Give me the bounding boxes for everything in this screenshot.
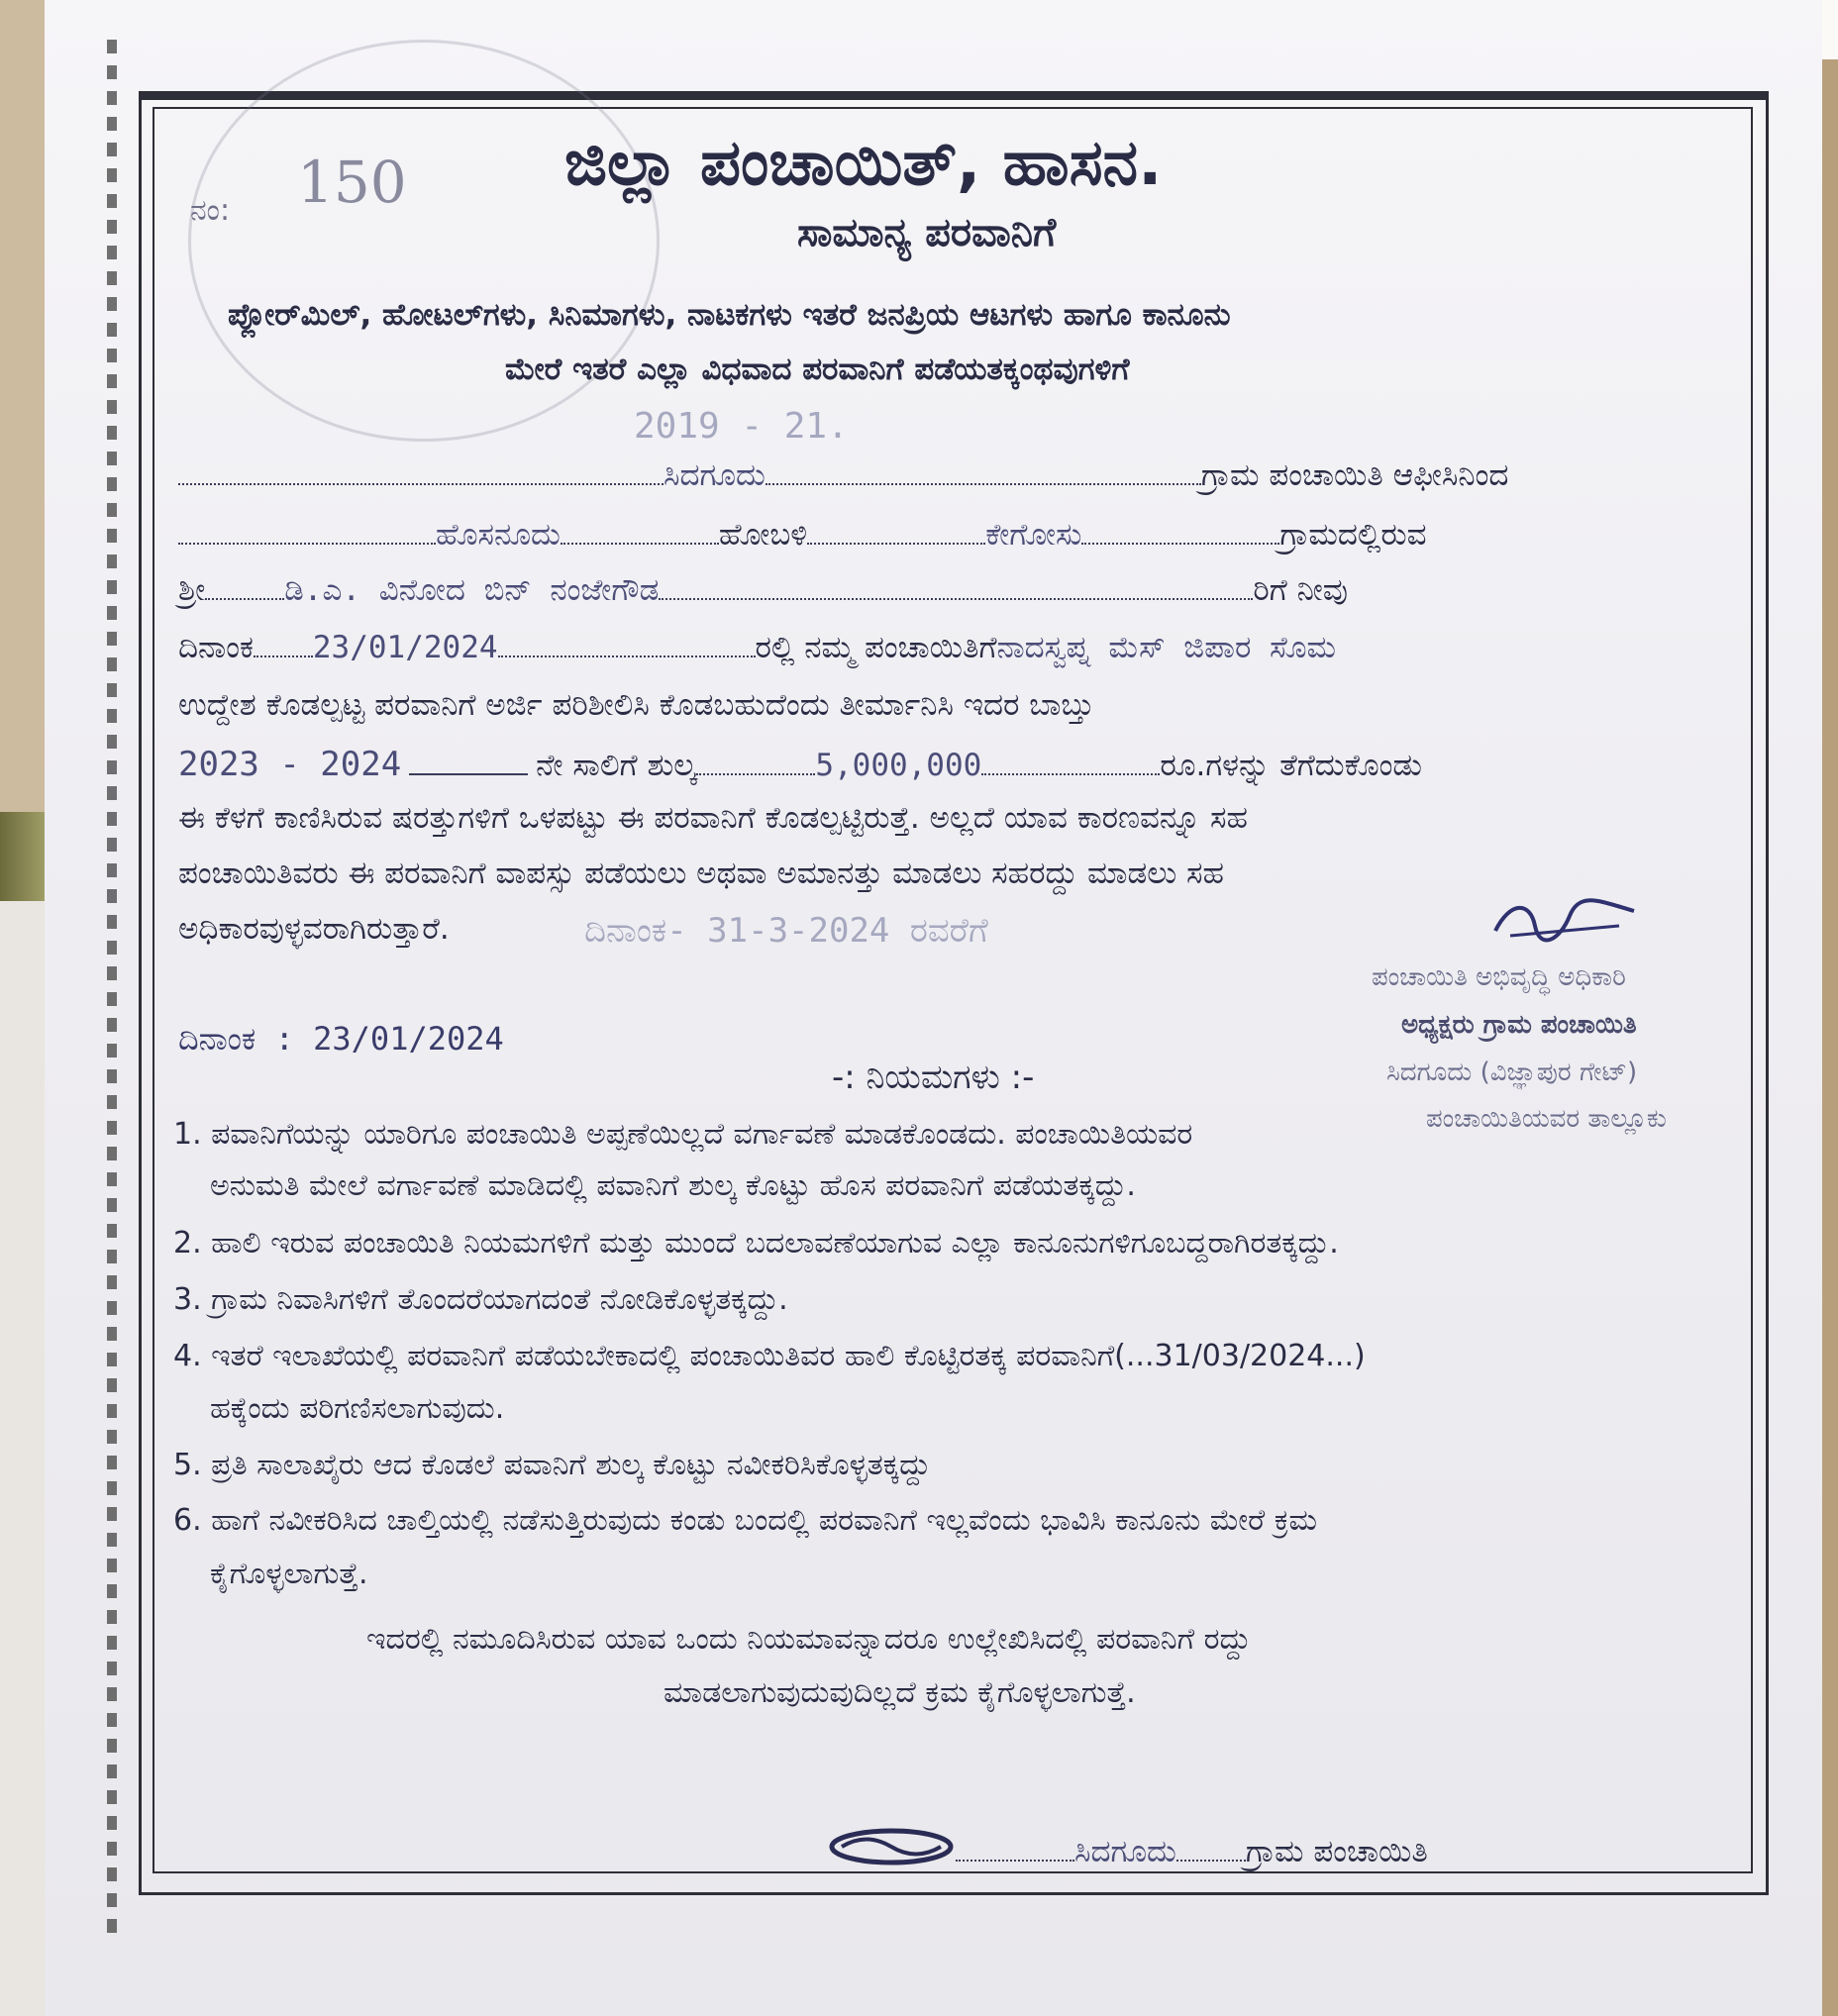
village-fill: ಕೇಗೋಸು (985, 517, 1082, 553)
shri-label: ಶ್ರೀ (178, 572, 206, 608)
body-line-2-suffix: ಗ್ರಾಮದಲ್ಲಿರುವ (1279, 517, 1427, 553)
body-line-7: ಈ ಕೆಳಗೆ ಕಾಣಿಸಿರುವ ಷರತ್ತುಗಳಿಗೆ ಒಳಪಟ್ಟು ಈ ಪರವಾನಿಗೆ ಕೊಡಲ್ಪಟ್ಟಿರುತ್ತೆ. ಅಲ್ಲದೆ ಯಾವ ಕಾರಣವನ್ನೂ ಸಹ (178, 800, 1248, 836)
license-year-fill: 2023 - 2024 (178, 745, 402, 784)
rule-4-line-1: 4. ಇತರೆ ಇಲಾಖೆಯಲ್ಲಿ ಪರವಾನಿಗೆ ಪಡೆಯಬೇಕಾದಲ್ಲಿ ಪಂಚಾಯಿತಿವರ ಹಾಲಿ ಕೊಟ್ಟಿರತಕ್ಕ ಪರವಾನಿಗೆ(...31/03/2024...) (173, 1339, 1366, 1373)
rule-5-line-1: 5. ಪ್ರತಿ ಸಾಲಾಖೈರು ಆದ ಕೊಡಲೆ ಪವಾನಿಗೆ ಶುಲ್ಕ ಕೊಟ್ಟು ನವೀಕರಿಸಿಕೊಳ್ಳತಕ್ಕದ್ದು (173, 1448, 931, 1482)
rule-6-number: 6. (173, 1503, 202, 1538)
page-title: ಜಿಲ್ಲಾ ಪಂಚಾಯಿತ್, ಹಾಸನ. (564, 127, 1163, 200)
serial-label: ನಂ: (190, 193, 231, 228)
rule-1-number: 1. (173, 1117, 202, 1152)
signatory-line-2: ಅಧ್ಯಕ್ಷರು ಗ್ರಾಮ ಪಂಚಾಯಿತಿ (1401, 1010, 1637, 1040)
rule-6-line-2: ಕೈಗೊಳ್ಳಲಾಗುತ್ತೆ. (210, 1557, 368, 1591)
body-line-3-suffix: ರಿಗೆ ನೀವು (1253, 572, 1349, 608)
closing-line-2: ಮಾಡಲಾಗುವುದುವುದಿಲ್ಲದೆ ಕ್ರಮ ಕೈಗೊಳ್ಳಲಾಗುತ್ತೆ. (664, 1675, 1136, 1710)
rule-3-line-1: 3. ಗ್ರಾಮ ನಿವಾಸಿಗಳಿಗೆ ತೊಂದರೆಯಾಗದಂತೆ ನೋಡಿಕೊಳ್ಳತಕ್ಕದ್ದು. (173, 1282, 788, 1317)
closing-line-1: ಇದರಲ್ಲಿ ನಮೂದಿಸಿರುವ ಯಾವ ಒಂದು ನಿಯಮಾವನ್ನಾದರೂ ಉಲ್ಲೇಖಿಸಿದಲ್ಲಿ ಪರವಾನಿಗೆ ರದ್ದು (366, 1622, 1252, 1657)
signatory-line-3: ಸಿದಗೂದು (ವಿಜ್ಞಾಪುರ ಗೇಟ್) (1386, 1058, 1638, 1087)
rule-2-number: 2. (173, 1226, 202, 1260)
issue-date: ದಿನಾಂಕ : 23/01/2024 (178, 1020, 504, 1058)
body-line-1 (178, 457, 1508, 494)
perforation-edge (107, 40, 117, 1941)
signatory-line-1: ಪಂಚಾಯಿತಿ ಅಭಿವೃದ್ಧಿ ಅಧಿಕಾರಿ (1372, 962, 1626, 992)
rules-heading: -: ನಿಯಮಗಳು :- (832, 1058, 1035, 1097)
rule-4-line-2: ಹಕ್ಕೆಂದು ಪರಿಗಣಿಸಲಾಗುವುದು. (210, 1391, 505, 1426)
footer-gram-fill: ಸಿದಗೂದು (1074, 1834, 1176, 1869)
hobli-label: ಹೋಬಳಿ (718, 517, 808, 553)
intro-line-1: ಪ್ಲೋರ್‌ಮಿಲ್, ಹೋಟಲ್‌ಗಳು, ಸಿನಿಮಾಗಳು, ನಾಟಕಗಳು ಇತರೆ ಜನಪ್ರಿಯ ಆಟಗಳು ಹಾಗೂ ಕಾನೂನು (228, 297, 1231, 333)
fee-amount-fill: 5,000,000 (815, 748, 982, 783)
officer-signature (1490, 896, 1639, 946)
body-line-6-mid: ನೇ ಸಾಲಿಗೆ ಶುಲ್ಕ (536, 748, 697, 783)
body-line-5: ಉದ್ದೇಶ ಕೊಡಲ್ಪಟ್ಟ ಪರವಾನಿಗೆ ಅರ್ಜಿ ಪರಿಶೀಲಿಸಿ ಕೊಡಬಹುದೆಂದು ತೀರ್ಮಾನಿಸಿ ಇದರ ಬಾಬ್ತು (178, 687, 1094, 723)
footer-line (956, 1834, 1428, 1870)
taluk-fill: ಹೊಸನೂದು (436, 517, 561, 553)
body-line-6 (178, 745, 1422, 784)
pencil-year-note: 2019 - 21. (634, 406, 849, 447)
body-line-3 (178, 572, 1348, 609)
body-line-2 (178, 517, 1427, 554)
page-subtitle: ಸಾಮಾನ್ಯ ಪರವಾನಿಗೆ (797, 210, 1057, 255)
body-line-4-mid: ರಲ್ಲಿ ನಮ್ಮ ಪಂಚಾಯಿತಿಗೆ (755, 630, 997, 665)
body-line-1-suffix: ಗ್ರಾಮ ಪಂಚಾಯಿತಿ ಆಫೀಸಿನಿಂದ (1200, 457, 1509, 493)
rule-6-line-1: 6. ಹಾಗೆ ನವೀಕರಿಸಿದ ಚಾಲ್ತಿಯಲ್ಲಿ ನಡೆಸುತ್ತಿರುವುದು ಕಂಡು ಬಂದಲ್ಲಿ ಪರವಾನಿಗೆ ಇಲ್ಲವೆಂದು ಭಾವಿಸಿ ಕಾನೂನು ಮೇರೆ ಕ್ರಮ (173, 1503, 1317, 1538)
intro-line-2: ಮೇರೆ ಇತರೆ ಎಲ್ಲಾ ವಿಧವಾದ ಪರವಾನಿಗೆ ಪಡೆಯತಕ್ಕಂಥವುಗಳಿಗೆ (505, 352, 1130, 387)
gram-name-fill: ಸಿದಗೂದು (664, 457, 766, 493)
business-purpose-fill: ನಾದಸ್ವಪ್ನ ಮೆಸ್ ಜಿಪಾರ ಸೊಮ (996, 630, 1336, 665)
body-line-8: ಪಂಚಾಯಿತಿವರು ಈ ಪರವಾನಿಗೆ ವಾಪಸ್ಸು ಪಡೆಯಲು ಅಥವಾ ಅಮಾನತ್ತು ಮಾಡಲು ಸಹರದ್ದು ಮಾಡಲು ಸಹ (178, 856, 1224, 891)
date-label: ದಿನಾಂಕ (178, 630, 254, 665)
application-date-fill: 23/01/2024 (312, 630, 498, 665)
rule-2-line-1: 2. ಹಾಲಿ ಇರುವ ಪಂಚಾಯಿತಿ ನಿಯಮಗಳಿಗೆ ಮತ್ತು ಮುಂದೆ ಬದಲಾವಣೆಯಾಗುವ ಎಲ್ಲಾ ಕಾನೂನುಗಳಿಗೂಬದ್ದರಾಗಿರತಕ್ಕದ್ದು. (173, 1226, 1339, 1260)
serial-number: 150 (297, 149, 407, 216)
rule-1-line-2: ಅನುಮತಿ ಮೇಲೆ ವರ್ಗಾವಣೆ ಮಾಡಿದಲ್ಲಿ ಪವಾನಿಗೆ ಶುಲ್ಕ ಕೊಟ್ಟು ಹೊಸ ಪರವಾನಿಗೆ ಪಡೆಯತಕ್ಕದ್ದು. (210, 1168, 1136, 1203)
body-line-6-suffix: ರೂ.ಗಳನ್ನು ತೆಗೆದುಕೊಂಡು (1160, 748, 1422, 783)
rule-5-number: 5. (173, 1448, 202, 1482)
signatory-line-4: ಪಂಚಾಯಿತಿಯವರ ತಾಲ್ಲೂಕು (1426, 1104, 1667, 1134)
rule-4-number: 4. (173, 1339, 202, 1373)
rule-1-line-1: 1. ಪವಾನಿಗೆಯನ್ನು ಯಾರಿಗೂ ಪಂಚಾಯಿತಿ ಅಪ್ಪಣೆಯಿಲ್ಲದೆ ವರ್ಗಾವಣೆ ಮಾಡಕೊಂಡದು. ಪಂಚಾಯಿತಿಯವರ (173, 1117, 1193, 1152)
body-line-4 (178, 630, 1336, 666)
footer-seal (827, 1827, 956, 1866)
body-line-9: ಅಧಿಕಾರವುಳ್ಳವರಾಗಿರುತ್ತಾರೆ. (178, 911, 450, 947)
rule-3-number: 3. (173, 1282, 202, 1317)
background-table-edge (1820, 0, 1838, 2016)
pencil-validity-note: ದಿನಾಂಕ- 31-3-2024 ರವರೆಗೆ (584, 911, 988, 951)
footer-suffix: ಗ್ರಾಮ ಪಂಚಾಯಿತಿ (1245, 1834, 1428, 1869)
applicant-name-fill: ಡಿ.ಎ. ವಿನೋದ ಬಿನ್ ನಂಜೇಗೌಡ (284, 572, 660, 608)
